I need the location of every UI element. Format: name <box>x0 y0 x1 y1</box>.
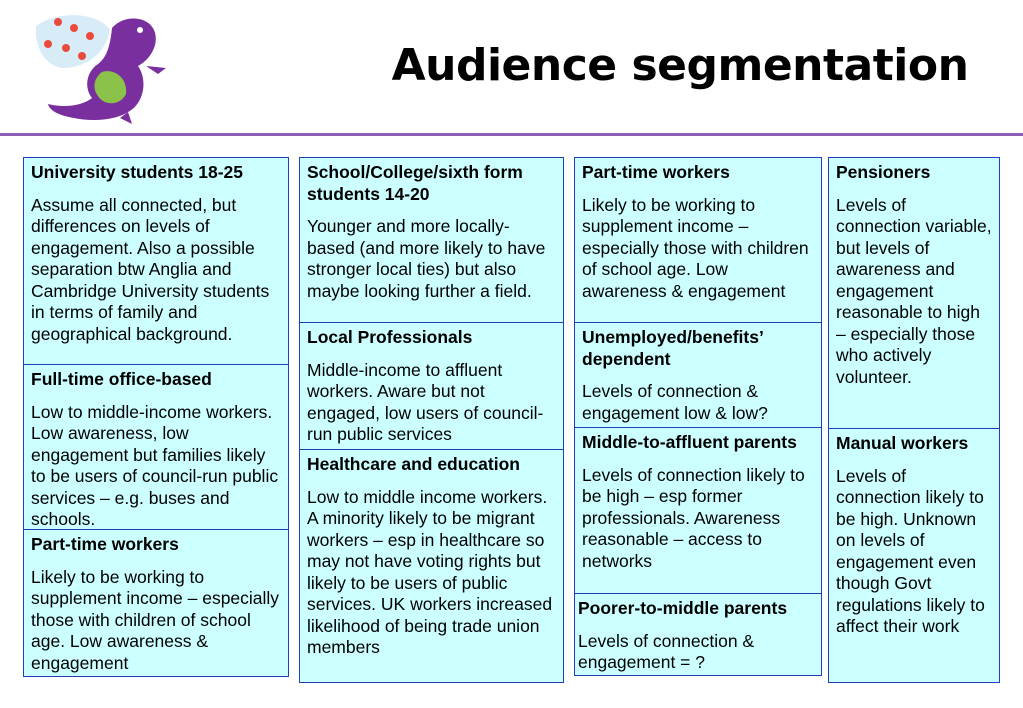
segment-description: Levels of connection likely to be high. Unknown on levels of engagement even though Govt regulations likely to affect their work <box>836 465 985 636</box>
segment-description: Younger and more locally-based (and more likely to have stronger local ties) but also maybe looking further a field. <box>307 216 546 301</box>
segment-full-time-office <box>23 364 289 530</box>
segment-description: Likely to be working to supplement income – especially those with children of school age. Low awareness & engagement <box>582 194 809 301</box>
segment-heading: Local Professionals <box>307 327 473 347</box>
segment-middle-affluent-parents <box>574 427 822 594</box>
segment-heading: University students 18-25 <box>31 162 244 182</box>
segment-description: Levels of connection variable, but levels of awareness and engagement reasonable to high – especially those who actively volunteer. <box>836 194 992 387</box>
segment-heading: Poorer-to-middle parents <box>578 598 788 618</box>
segment-description: Levels of connection & engagement = ? <box>578 630 755 672</box>
segment-description: Low to middle-income workers. Low awareness, low engagement but families likely to be users of council-run public services – e.g. buses and schools. <box>31 401 279 529</box>
page-title: Audience segmentation <box>391 40 969 91</box>
segment-heading: Unemployed/benefits’ dependent <box>582 327 763 369</box>
segment-heading: Full-time office-based <box>31 369 212 389</box>
segment-description: Low to middle income workers. A minority likely to be migrant workers – esp in healthcare so may not have voting rights but likely to be users of public services. UK workers increased likelihood of being trade union members <box>307 486 553 657</box>
segment-heading: Middle-to-affluent parents <box>582 432 797 452</box>
segment-unemployed-benefits <box>574 322 822 428</box>
segment-part-time-workers-2 <box>574 157 822 323</box>
segment-heading: School/College/sixth form students 14-20 <box>307 162 523 204</box>
segment-heading: Manual workers <box>836 433 969 453</box>
segment-heading: Part-time workers <box>31 534 179 554</box>
segment-poorer-middle-parents <box>574 593 822 676</box>
segment-part-time-workers <box>23 529 289 677</box>
segment-description: Levels of connection & engagement low & low? <box>582 381 768 423</box>
segment-description: Assume all connected, but differences on levels of engagement. Also a possible separation btw Anglia and Cambridge University students in terms of family and geographical background. <box>31 194 270 344</box>
segment-local-professionals <box>299 322 564 450</box>
segment-description: Likely to be working to supplement income – especially those with children of school age. Low awareness & engagement <box>31 566 280 673</box>
segment-school-college-students <box>299 157 564 323</box>
segment-description: Middle-income to affluent workers. Aware but not engaged, low users of council-run public services <box>307 359 544 444</box>
segment-university-students <box>23 157 289 365</box>
segment-manual-workers <box>828 428 1000 683</box>
segment-heading: Pensioners <box>836 162 931 182</box>
segment-heading: Part-time workers <box>582 162 730 182</box>
dragon-logo-icon <box>28 8 178 128</box>
title-divider <box>0 133 1023 136</box>
segment-description: Levels of connection likely to be high – esp former professionals. Awareness reasonable – access to networks <box>582 464 805 571</box>
segment-healthcare-education <box>299 449 564 683</box>
segment-pensioners <box>828 157 1000 429</box>
segment-heading: Healthcare and education <box>307 454 520 474</box>
